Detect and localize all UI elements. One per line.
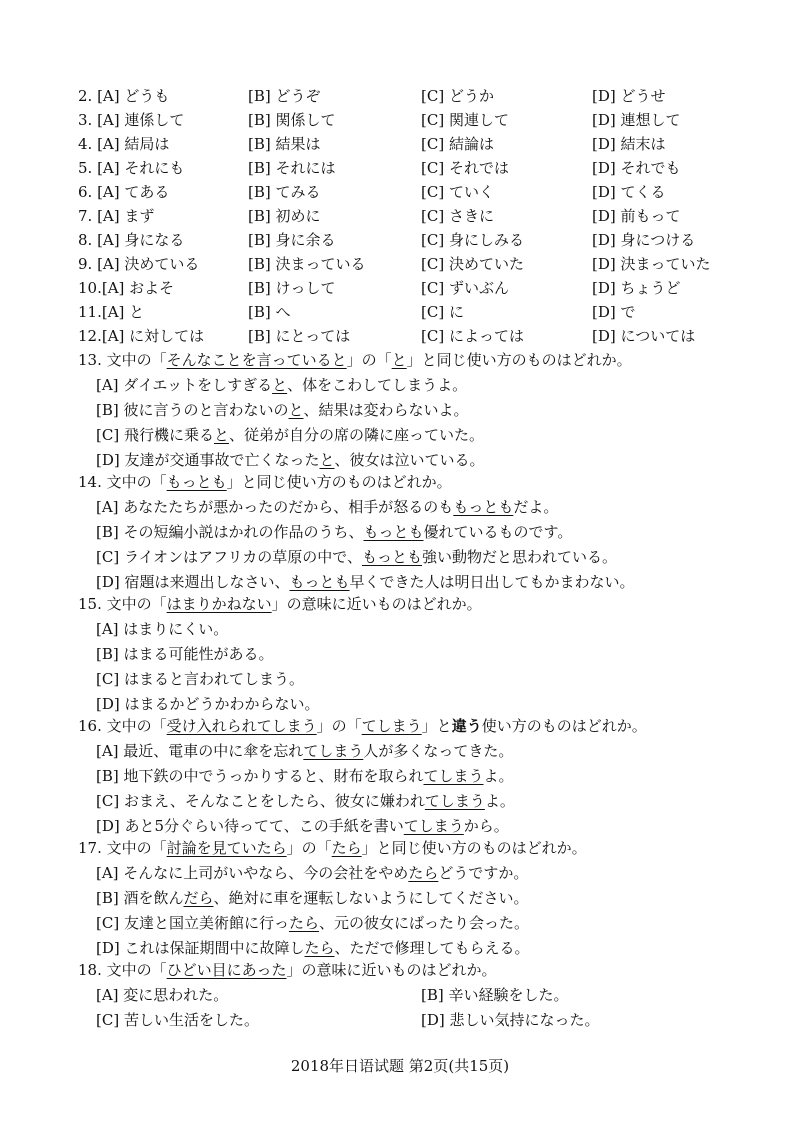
underlined-phrase: 受け入れられてしまう [166, 717, 317, 735]
option-a: 10.[A] およそ [78, 279, 175, 297]
option-b: [B] 結果は [248, 135, 321, 153]
option-c: [C] 身にしみる [421, 231, 524, 249]
option-b: [B] へ [248, 303, 291, 321]
option-a: 9. [A] 決めている [78, 255, 200, 273]
underlined-phrase: ひどい目にあった [166, 961, 287, 979]
option-b: [B] それには [248, 159, 336, 177]
choice-row-10 [0, 276, 800, 300]
option-c: [C] 関連して [421, 111, 509, 129]
emphasis-word: 違う [451, 717, 482, 735]
question-text: 」と同じ使い方のものはどれか。 [406, 351, 632, 369]
q14-option-b: [B] その短編小説はかれの作品のうち、もっとも優れているものです。 [96, 523, 573, 541]
q15-option-c: [C] はまると言われてしまう。 [96, 670, 304, 688]
option-c: [C] 結論は [421, 135, 494, 153]
option-c: [C] それでは [421, 159, 509, 177]
underlined-phrase: もっとも [166, 473, 227, 491]
q16-option-a: [A] 最近、電車の中に傘を忘れてしまう人が多くなってきた。 [96, 742, 514, 760]
choice-row-9 [0, 252, 800, 276]
question-text: 」の「 [346, 351, 392, 369]
option-a: 8. [A] 身になる [78, 231, 185, 249]
choice-row-7 [0, 204, 800, 228]
q13-option-b: [B] 彼に言うのと言わないのと、結果は変わらないよ。 [96, 401, 469, 419]
question-13 [78, 348, 632, 372]
option-d: [D] どうせ [592, 87, 666, 105]
q16-option-d: [D] あと5分ぐらい待ってて、この手紙を書いてしまうから。 [96, 817, 509, 835]
q14-option-d: [D] 宿題は来週出しなさい、もっとも早くできた人は明日出してもかまわない。 [96, 573, 635, 591]
option-b: [B] どうぞ [248, 87, 321, 105]
q18-option-c: [C] 苦しい生活をした。 [96, 1011, 259, 1029]
q17-option-a: [A] そんなに上司がいやなら、今の会社をやめたらどうですか。 [96, 864, 529, 882]
question-15: 15. 文中の「はまりかねない」の意味に近いものはどれか。 [78, 595, 482, 613]
choice-row-3 [0, 108, 800, 132]
underlined-phrase: たら [331, 839, 362, 857]
option-c: [C] ずいぶん [421, 279, 509, 297]
q18-option-a: [A] 変に思われた。 [96, 986, 229, 1004]
q15-option-d: [D] はまるかどうかわからない。 [96, 695, 320, 713]
option-c: [C] さきに [421, 207, 494, 225]
option-d: [D] それでも [592, 159, 681, 177]
choice-row-11 [0, 300, 800, 324]
underlined-phrase: てしまう [361, 717, 422, 735]
q17-option-b: [B] 酒を飲んだら、絶対に車を運転しないようにしてください。 [96, 889, 529, 907]
underlined-phrase: そんなことを言っていると [166, 351, 347, 369]
option-a: 11.[A] と [78, 303, 145, 321]
q13-option-d: [D] 友達が交通事故で亡くなったと、彼女は泣いている。 [96, 451, 485, 469]
option-b: [B] 決まっている [248, 255, 366, 273]
question-18: 18. 文中の「ひどい目にあった」の意味に近いものはどれか。 [78, 961, 497, 979]
option-d: [D] で [592, 303, 636, 321]
option-a: 6. [A] てある [78, 183, 170, 201]
underlined-phrase: はまりかねない [166, 595, 272, 613]
option-d: [D] 連想して [592, 111, 681, 129]
q15-option-a: [A] はまりにくい。 [96, 620, 229, 638]
option-d: [D] 結末は [592, 135, 666, 153]
question-16: 16. 文中の「受け入れられてしまう」の「てしまう」と違う使い方のものはどれか。 [78, 717, 647, 735]
choice-row-6 [0, 180, 800, 204]
page-footer: 2018年日语试题 第2页(共15页) [290, 1057, 510, 1075]
option-d: [D] については [592, 327, 696, 345]
option-a: 3. [A] 連係して [78, 111, 185, 129]
option-c: [C] 決めていた [421, 255, 524, 273]
option-c: [C] どうか [421, 87, 494, 105]
option-d: [D] ちょうど [592, 279, 681, 297]
option-b: [B] けっして [248, 279, 336, 297]
option-b: [B] 身に余る [248, 231, 336, 249]
option-b: [B] にとっては [248, 327, 351, 345]
option-b: [B] てみる [248, 183, 321, 201]
q18-option-d: [D] 悲しい気持になった。 [421, 1011, 600, 1029]
option-b: [B] 初めに [248, 207, 321, 225]
q18-option-b: [B] 辛い経験をした。 [421, 986, 569, 1004]
option-c: [C] によっては [421, 327, 524, 345]
choice-row-8 [0, 228, 800, 252]
option-d: [D] てくる [592, 183, 666, 201]
option-c: [C] に [421, 303, 464, 321]
choice-row-12 [0, 324, 800, 348]
question-17: 17. 文中の「討論を見ていたら」の「たら」と同じ使い方のものはどれか。 [78, 839, 587, 857]
choice-row-5 [0, 156, 800, 180]
option-a: 4. [A] 結局は [78, 135, 170, 153]
choice-row-2 [0, 84, 800, 108]
q14-option-a: [A] あなたたちが悪かったのだから、相手が怒るのももっともだよ。 [96, 498, 559, 516]
q14-option-c: [C] ライオンはアフリカの草原の中で、もっとも強い動物だと思われている。 [96, 548, 618, 566]
choice-row-4 [0, 132, 800, 156]
q15-option-b: [B] はまる可能性がある。 [96, 645, 274, 663]
option-d: [D] 身につける [592, 231, 696, 249]
question-text: 13. 文中の「 [78, 351, 167, 369]
option-a: 5. [A] それにも [78, 159, 185, 177]
option-d: [D] 決まっていた [592, 255, 711, 273]
q17-option-d: [D] これは保証期間中に故障したら、ただで修理してもらえる。 [96, 939, 530, 957]
underlined-phrase: 討論を見ていたら [166, 839, 287, 857]
option-d: [D] 前もって [592, 207, 681, 225]
question-14: 14. 文中の「もっとも」と同じ使い方のものはどれか。 [78, 473, 452, 491]
q13-option-c: [C] 飛行機に乗ると、従弟が自分の席の隣に座っていた。 [96, 426, 484, 444]
underlined-phrase: と [391, 351, 407, 369]
option-a: 12.[A] に対しては [78, 327, 205, 345]
option-a: 7. [A] まず [78, 207, 155, 225]
option-a: 2. [A] どうも [78, 87, 170, 105]
q13-option-a: [A] ダイエットをしすぎると、体をこわしてしまうよ。 [96, 376, 468, 394]
q16-option-b: [B] 地下鉄の中でうっかりすると、財布を取られてしまうよ。 [96, 767, 514, 785]
q16-option-c: [C] おまえ、そんなことをしたら、彼女に嫌われてしまうよ。 [96, 792, 515, 810]
option-c: [C] ていく [421, 183, 494, 201]
option-b: [B] 関係して [248, 111, 336, 129]
q17-option-c: [C] 友達と国立美術館に行ったら、元の彼女にばったり会った。 [96, 914, 529, 932]
